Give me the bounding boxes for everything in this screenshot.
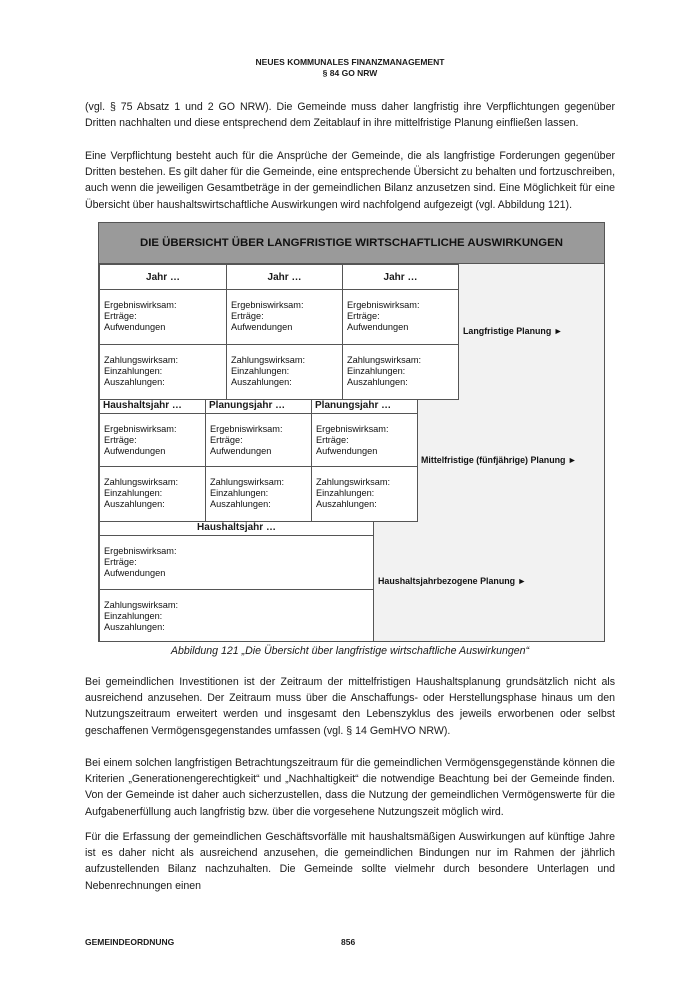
long-col-2-zahlung: Zahlungswirksam: Einzahlungen: Auszahlungen: xyxy=(226,344,343,400)
long-col-1-ergebnis: Ergebniswirksam: Erträge: Aufwendungen xyxy=(99,289,227,345)
mid-col-3-ergebnis: Ergebniswirksam: Erträge: Aufwendungen xyxy=(311,413,418,467)
annual-col-header: Haushaltsjahr … xyxy=(99,521,374,536)
figure-title: DIE ÜBERSICHT ÜBER LANGFRISTIGE WIRTSCHAFTLICHE AUSWIRKUNGEN xyxy=(99,223,604,264)
overview-figure xyxy=(98,222,605,642)
mid-col-1-zahlung: Zahlungswirksam: Einzahlungen: Auszahlungen: xyxy=(99,466,206,522)
long-col-2-ergebnis: Ergebniswirksam: Erträge: Aufwendungen xyxy=(226,289,343,345)
footer-title: GEMEINDEORDNUNG xyxy=(85,937,175,947)
long-col-3-header: Jahr … xyxy=(342,264,459,290)
page-number: 856 xyxy=(341,937,356,947)
mid-col-2-zahlung: Zahlungswirksam: Einzahlungen: Auszahlungen: xyxy=(205,466,312,522)
paragraph-5: Für die Erfassung der gemeindlichen Geschäftsvorfälle mit haushaltsmäßigen Auswirkungen auf künftige Jahre ist es daher nicht als ausreichend anzusehen, die gemeindlichen Bindungen nur im Rahmen der jährlich aufzustellenden Bilanz nachzuhalten. Die Gemeinde sollte vielmehr durch besondere Unterlagen und Nebenrechnungen einen xyxy=(85,831,615,892)
paragraph-2: Eine Verpflichtung besteht auch für die Ansprüche der Gemeinde, die als langfristige Forderungen gegenüber Dritten bestehen. Es gilt daher für die Gemeinde, eine entsprechende Übersicht zu behalten und fortzuschreiben, auch wenn die jeweiligen Gesamtbeträge in der gemeindlichen Bilanz anzusetzen sind. Eine Möglichkeit für eine Übersicht über haushaltswirtschaftliche Auswirkungen wird nachfolgend aufgezeigt (vgl. Abbildung 121). xyxy=(85,150,616,211)
annual-zahlung: Zahlungswirksam: Einzahlungen: Auszahlungen: xyxy=(99,589,374,642)
mid-col-3-header: Planungsjahr … xyxy=(311,399,418,414)
mid-col-1-header: Haushaltsjahr … xyxy=(99,399,206,414)
paragraph-4: Bei einem solchen langfristigen Betrachtungszeitraum für die gemeindlichen Vermögensgegenstände können die Kriterien „Generationengerechtigkeit“ und „Nachhaltigkeit“ die notwendige Beachtung bei der Gemeinde finden. Von der Gemeinde ist daher auch sicherzustellen, dass die Nutzung der gemeindlichen Vermögenswerte für die Aufgabenerfüllung auch langfristig bzw. über die vorgesehene Nutzungszeit möglich wird. xyxy=(85,757,615,818)
mid-col-2-ergebnis: Ergebniswirksam: Erträge: Aufwendungen xyxy=(205,413,312,467)
annual-planning-label: Haushaltsjahrbezogene Planung ► xyxy=(378,576,527,586)
mid-col-2-header: Planungsjahr … xyxy=(205,399,312,414)
long-term-planning-label: Langfristige Planung ► xyxy=(463,326,563,336)
mid-col-1-ergebnis: Ergebniswirksam: Erträge: Aufwendungen xyxy=(99,413,206,467)
paragraph-3: Bei gemeindlichen Investitionen ist der Zeitraum der mittelfristigen Haushaltsplanung grundsätzlich nicht als ausreichend anzusehen. Der Zeitraum muss über die Anschaffungs- oder Herstellungsphase hinaus um den Nutzungszeitraum erweitert werden und insgesamt den Lebenszyklus des jeweils erworbenen oder selbst geschaffenen Vermögensgegenstandes umfassen (vgl. § 14 GemHVO NRW). xyxy=(85,676,615,737)
annual-ergebnis: Ergebniswirksam: Erträge: Aufwendungen xyxy=(99,535,374,590)
header-line-1: NEUES KOMMUNALES FINANZMANAGEMENT xyxy=(255,57,445,67)
figure-caption: Abbildung 121 „Die Übersicht über langfristige wirtschaftliche Auswirkungen“ xyxy=(170,645,530,657)
long-col-3-zahlung: Zahlungswirksam: Einzahlungen: Auszahlungen: xyxy=(342,344,459,400)
long-col-3-ergebnis: Ergebniswirksam: Erträge: Aufwendungen xyxy=(342,289,459,345)
paragraph-1: (vgl. § 75 Absatz 1 und 2 GO NRW). Die Gemeinde muss daher langfristig ihre Verpflichtungen gegenüber Dritten nachhalten und diese entsprechend dem Zeitablauf in ihre mittelfristige Planung einfließen lassen. xyxy=(85,101,615,130)
long-col-1-zahlung: Zahlungswirksam: Einzahlungen: Auszahlungen: xyxy=(99,344,227,400)
long-col-2-header: Jahr … xyxy=(226,264,343,290)
mid-term-planning-label: Mittelfristige (fünfjährige) Planung ► xyxy=(421,455,577,465)
header-line-2: § 84 GO NRW xyxy=(322,68,378,78)
long-col-1-header: Jahr … xyxy=(99,264,227,290)
mid-col-3-zahlung: Zahlungswirksam: Einzahlungen: Auszahlungen: xyxy=(311,466,418,522)
